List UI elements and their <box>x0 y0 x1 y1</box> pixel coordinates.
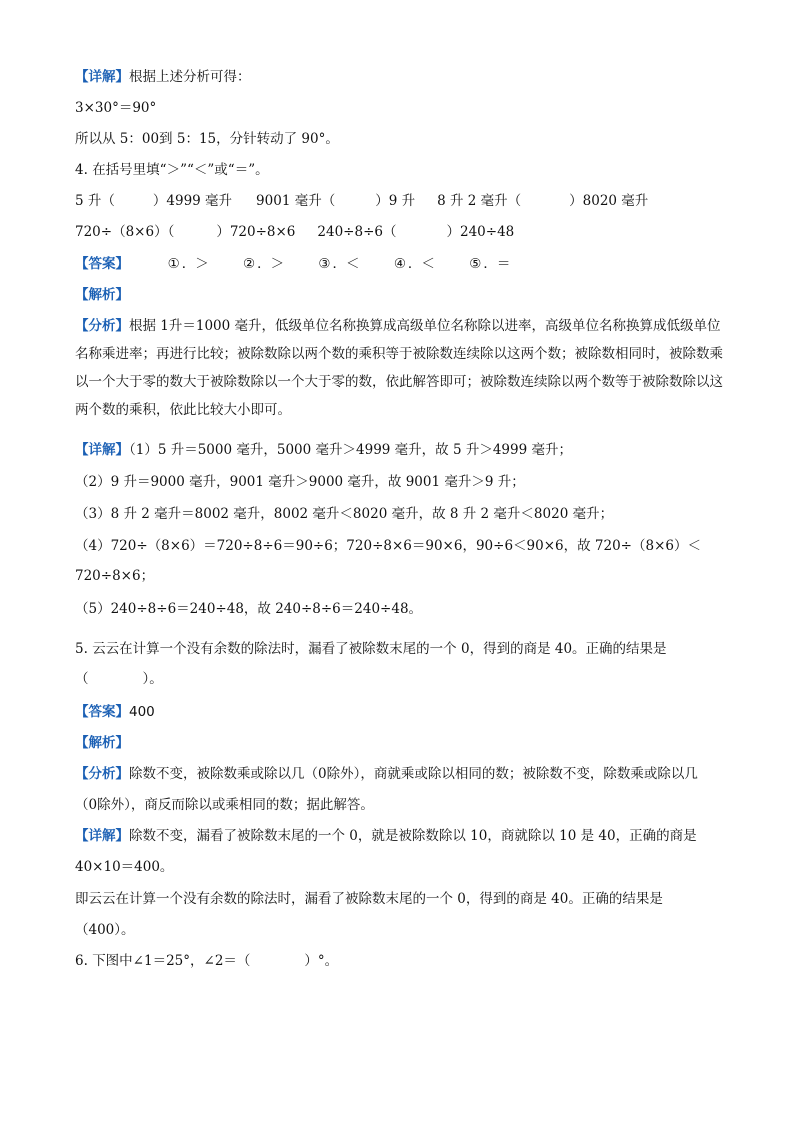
q3-conclusion: 所以从 5：00到 5：15，分针转动了 90°。 <box>75 131 339 147</box>
blank-item-5a: 240÷8÷6（ <box>317 224 397 240</box>
q4-detail-1 <box>75 441 725 459</box>
q6-prompt-line <box>75 952 725 970</box>
answer-value: 400 <box>129 704 155 720</box>
q5-detail-line2: 40×10＝400。 <box>75 859 174 875</box>
question-prompt: 云云在计算一个没有余数的除法时，漏看了被除数末尾的一个 0，得到的商是 40。正确的结果是 <box>92 641 667 657</box>
analysis-tag: 【分析】 <box>75 766 129 782</box>
q4-analysis <box>75 312 725 424</box>
question-number: 5. <box>75 641 88 657</box>
detail-text: （1）5 升＝5000 毫升，5000 毫升＞4999 毫升，故 5 升＞4999 毫升； <box>129 442 572 458</box>
q4-answer-line <box>75 255 725 273</box>
q5-prompt-line2: （ ）。 <box>75 671 163 687</box>
question-number: 4. <box>75 162 88 178</box>
q3-detail-line <box>75 68 725 86</box>
blank-item-3a: 8 升 2 毫升（ <box>437 193 522 209</box>
q4-jiexi <box>75 286 725 304</box>
q4-detail-4: （4）720÷（8×6）＝720÷8÷6＝90÷6；720÷8×6＝90×6，90÷6＜90×6，故 720÷（8×6）＜ <box>75 538 701 554</box>
answer-4: ④ ．＜ <box>393 256 435 272</box>
answer-3: ③ ．＜ <box>318 256 360 272</box>
blank-item-2a: 9001 毫升（ <box>256 193 336 209</box>
q4-detail-2: （2）9 升＝9000 毫升，9001 毫升＞9000 毫升，故 9001 毫升＞9 升； <box>75 474 525 490</box>
q4-row2 <box>75 223 725 241</box>
answer-5: ⑤ ．＝ <box>469 256 511 272</box>
q5-analysis-line1 <box>75 765 725 783</box>
blank-item-1b: ）4999 毫升 <box>152 193 233 209</box>
answer-tag: 【答案】 <box>75 256 129 272</box>
q5-answer-line <box>75 703 725 721</box>
q4-detail-3: （3）8 升 2 毫升＝8002 毫升，8002 毫升＜8020 毫升，故 8 升 2 毫升＜8020 毫升； <box>75 506 614 522</box>
question-number: 6. <box>75 953 88 969</box>
question-prompt: 在括号里填“＞”“＜”或“＝”。 <box>92 162 269 178</box>
jiexi-tag: 【解析】 <box>75 287 129 303</box>
q4-row1 <box>75 192 725 210</box>
q4-prompt-line <box>75 161 725 179</box>
blank-item-4a: 720÷（8×6）（ <box>75 224 175 240</box>
analysis-tag: 【分析】 <box>75 318 129 334</box>
q5-analysis-line2: （0除外），商反而除以或乘相同的数；据此解答。 <box>75 797 374 813</box>
q5-conclusion-line1: 即云云在计算一个没有余数的除法时，漏看了被除数末尾的一个 0，得到的商是 40。正确的结果是 <box>75 891 663 907</box>
blank-item-5b: ）240÷48 <box>446 224 515 240</box>
blank-item-3b: ）8020 毫升 <box>569 193 649 209</box>
q3-calc: 3×30°＝90° <box>75 100 157 116</box>
blank-item-4b: ）720÷8×6 <box>216 224 296 240</box>
question-prompt: 下图中∠1＝25°，∠2＝（ ）°。 <box>92 953 339 969</box>
analysis-text: 除数不变，被除数乘或除以几（0除外），商就乘或除以相同的数；被除数不变，除数乘或除以几 <box>129 766 698 782</box>
detail-text: 根据上述分析可得： <box>129 69 251 85</box>
detail-tag: 【详解】 <box>75 442 129 458</box>
analysis-text: 根据 1升＝1000 毫升，低级单位名称换算成高级单位名称除以进率，高级单位名称换算成低级单位名称乘进率；再进行比较；被除数除以两个数的乘积等于被除数连续除以这两个数；被除数相同时，被除数乘以一个大于零的数大于被除数除以一个大于零的数，依此解答即可；被除数连续除以两个数等于被除数除以这两个数的乘积，依此比较大小即可。 <box>75 318 723 418</box>
blank-item-2b: ）9 升 <box>375 193 416 209</box>
blank-item-1a: 5 升（ <box>75 193 115 209</box>
q5-detail-line1 <box>75 827 725 845</box>
q5-prompt-line1 <box>75 640 725 658</box>
detail-text: 除数不变，漏看了被除数末尾的一个 0，就是被除数除以 10，商就除以 10 是 40，正确的商是 <box>129 828 697 844</box>
answer-1: ① ．＞ <box>167 256 209 272</box>
answer-2: ② ．＞ <box>243 256 285 272</box>
answer-tag: 【答案】 <box>75 704 129 720</box>
detail-tag: 【详解】 <box>75 828 129 844</box>
q5-conclusion-line2: （400）。 <box>75 922 135 938</box>
q4-detail-4-cont: 720÷8×6； <box>75 568 155 584</box>
q4-detail-5: （5）240÷8÷6＝240÷48，故 240÷8÷6＝240÷48。 <box>75 601 423 617</box>
q5-jiexi <box>75 734 725 752</box>
jiexi-tag: 【解析】 <box>75 735 129 751</box>
detail-tag: 【详解】 <box>75 69 129 85</box>
